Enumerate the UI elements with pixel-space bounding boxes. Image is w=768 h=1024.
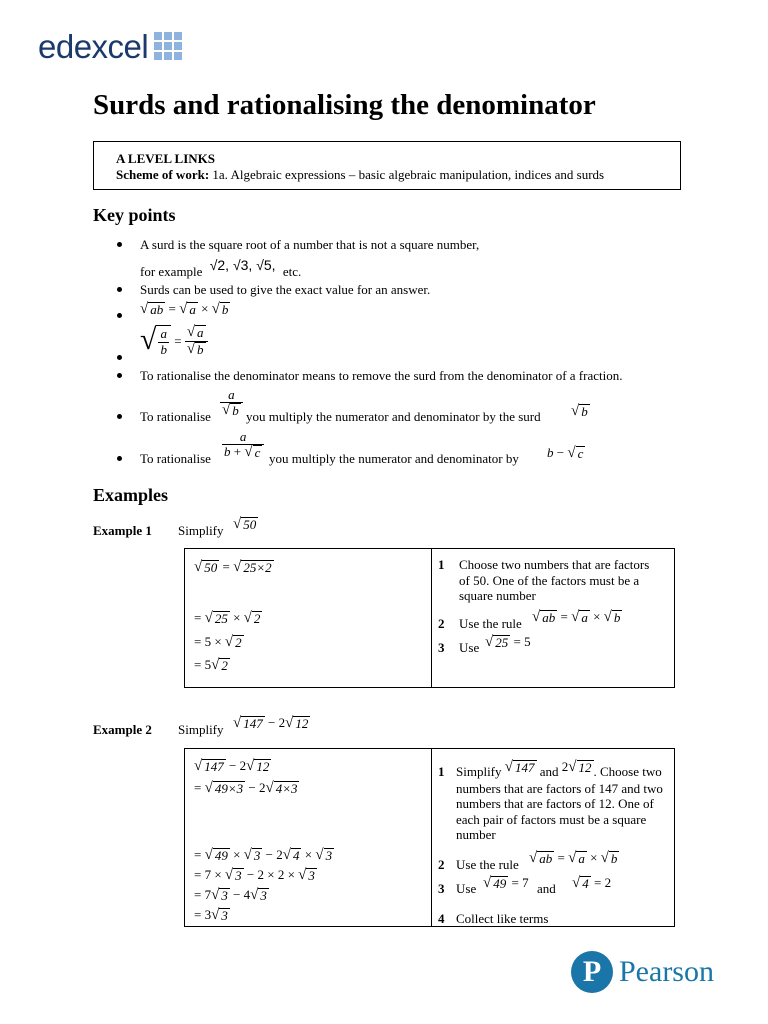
edexcel-wordmark: edexcel [38,27,149,65]
key-point-2: Surds can be used to give the exact value for an answer. [140,282,431,297]
ex2-work-line-5: = 7 √ 3 − 4 √ 3 [194,887,267,903]
pearson-logo [571,951,714,993]
ex2-work-line-3: = √ 49 × √ 3 − 2 √ 4 × √ 3 [194,847,333,863]
links-heading: A LEVEL LINKS [116,151,215,166]
bullet-icon [117,287,122,292]
conjugate-b-minus-root-c: b − √ c [547,445,584,461]
fraction-a-over-root-b: a √ b [220,388,243,419]
scheme-label: Scheme of work: [116,167,210,182]
key-point-5: To rationalise the denominator means to remove the surd from the denominator of a fraction. [140,368,623,383]
ex2-step-2-text: Use the rule [456,857,519,872]
examples-heading: Examples [93,485,169,505]
ex2-step-2-number: 2 [438,857,445,872]
ex1-step-3-number: 3 [438,640,445,655]
example-2-simplify: Simplify [178,722,224,737]
ex1-step-1-text: Choose two numbers that are factors of 50. One of the factors must be a square number [459,557,650,603]
ex1-step-1-number: 1 [438,557,445,572]
key-point-1-example [140,257,302,280]
fraction-a-over-b-plus-root-c: a b + √ c [222,430,264,461]
ex1-step-2-rule: √ ab = √ a × √ b [532,609,621,625]
ex1-step-3-text: Use [459,640,480,655]
pearson-wordmark: Pearson [619,955,714,988]
key-point-6-prefix: To rationalise [140,409,211,424]
bullet-icon [117,313,122,318]
example-1-steps [432,549,675,688]
ex2-step-4-number: 4 [438,911,445,926]
ex2-work-line-2: = √ 49×3 − 2 √ 4×3 [194,780,298,796]
example-1-label: Example 1 [93,523,152,538]
etc-label: etc. [282,264,302,279]
bullet-icon [117,242,122,247]
ex2-step-3-text: Use [456,881,477,896]
surd-quotient-rule: √ $\frac{a}{b}$ = √ a √ b [140,325,208,358]
ex2-step-1-2root-12: 2 √ 12 [561,759,592,775]
ex2-step-3-and: and [537,881,556,896]
pearson-p-icon: P [571,951,613,993]
example-2-steps [432,749,675,927]
ex2-step-3-formula-2: √ 4 = 2 [572,875,612,891]
ex2-step-3-number: 3 [438,881,445,896]
ex2-step-4-text: Collect like terms [456,911,549,926]
ex2-step-1-number: 1 [438,764,445,779]
edexcel-grid-icon [154,32,182,60]
surd-examples: √2, √3, √5, [209,257,276,273]
bullet-icon [117,456,122,461]
key-point-7-prefix: To rationalise [140,451,211,466]
edexcel-logo [38,28,182,64]
links-box [93,141,681,190]
ex2-work-line-1: √ 147 − 2 √ 12 [194,758,270,774]
ex1-work-line-1: √ 50 = √ 25×2 [194,559,272,575]
ex1-work-line-4: = 5 √ 2 [194,657,228,673]
ex1-step-2-number: 2 [438,616,445,631]
surd-product-rule: √ ab = √ a × √ b [140,301,229,317]
ex2-step-1-and: and [539,764,559,779]
example-1-simplify: Simplify [178,523,224,538]
key-point-6-text: you multiply the numerator and denominator by the surd [246,409,541,424]
example-2-table [184,748,675,927]
ex2-step-1-simplify: Simplify [456,764,502,779]
key-points-heading: Key points [93,205,176,225]
ex2-step-1-rest: . Choose two numbers that are factors of 147 and two numbers that are factors of 12. One of each pair of factors must be a square number [456,764,663,843]
example-1-expression: √ 50 [233,516,257,532]
key-point-1: A surd is the square root of a number that is not a square number, [140,237,480,252]
ex1-work-line-3: = 5 × √ 2 [194,634,242,650]
scheme-text: 1a. Algebraic expressions – basic algebraic manipulation, indices and surds [212,167,605,182]
example-1-working [185,549,432,688]
ex1-step-2-text: Use the rule [459,616,522,631]
ex2-step-1-root-147: √ 147 [504,759,535,775]
ex1-work-line-2: = √ 25 × √ 2 [194,610,261,626]
ex2-step-3-formula: √ 49 = 7 [483,875,529,891]
ex1-step-3-formula: √ 25 = 5 [485,634,531,650]
bullet-icon [117,414,122,419]
ex2-work-line-4: = 7 × √ 3 − 2 × 2 × √ 3 [194,867,315,883]
scheme-of-work [116,167,604,183]
ex2-work-line-6: = 3 √ 3 [194,907,228,923]
for-example-label: for example [140,264,203,279]
ex2-step-2-rule: √ ab = √ a × √ b [529,850,618,866]
bullet-icon [117,355,122,360]
ex2-step-1-text [456,759,671,843]
surd-root-b: √ b [571,403,588,419]
page-title: Surds and rationalising the denominator [93,89,596,121]
bullet-icon [117,373,122,378]
example-1-table [184,548,675,688]
example-2-label: Example 2 [93,722,152,737]
example-2-expression: √ 147 − 2 √ 12 [233,715,309,731]
key-point-7-text: you multiply the numerator and denominator by [269,451,519,466]
example-2-working [185,749,432,927]
